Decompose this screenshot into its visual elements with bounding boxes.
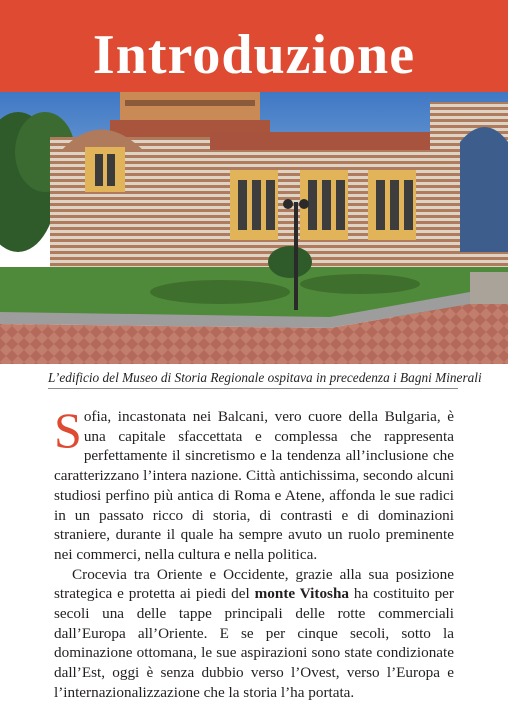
chapter-header [0,0,508,92]
paragraph-2 [54,565,454,703]
photo-caption: L’edificio del Museo di Storia Regionale ospitava in precedenza i Bagni Minerali [48,370,482,385]
museum-photo [0,92,508,364]
mount-vitosha-highlight: monte Vitosha [254,585,349,603]
caption-divider [48,388,458,389]
chapter-title: Introduzione [92,24,416,86]
paragraph-1 [54,402,454,565]
paragraph-2-text-end: ha costituito per secoli una delle tappe principali delle rotte commerciali dall’Europa all’Oriente. E se per cinque secoli, sotto la dominazione ottomana, le sue aspirazioni sono state condizionate dall’Est, oggi è senza dubbio verso l’Ovest, verso l’Europa e l’internazionalizzazione che la storia l’ha portata. [54,585,454,701]
drop-cap: S [54,402,82,458]
paragraph-1-text: ofia, incastonata nei Balcani, vero cuore della Bulgaria, è una capitale sfaccettata e complessa che rappresenta perfettamente il sincretismo e la tendenza all’inclusione che caratterizzano l’intera nazione. Città antichissima, secondo alcuni studiosi perfino più antica di Roma e Atene, affonda le sue radici in un passato ricco di storia, di contrasti e di dominazioni straniere, durante il quale ha sempre avuto un ruolo preminente nei commerci, nella cultura e nella politica. [54,408,454,563]
paragraph-2-text-start: Crocevia tra Oriente e Occidente, grazie alla sua posizione strategica e protetta ai piedi del [54,565,454,603]
article-body [54,402,454,703]
